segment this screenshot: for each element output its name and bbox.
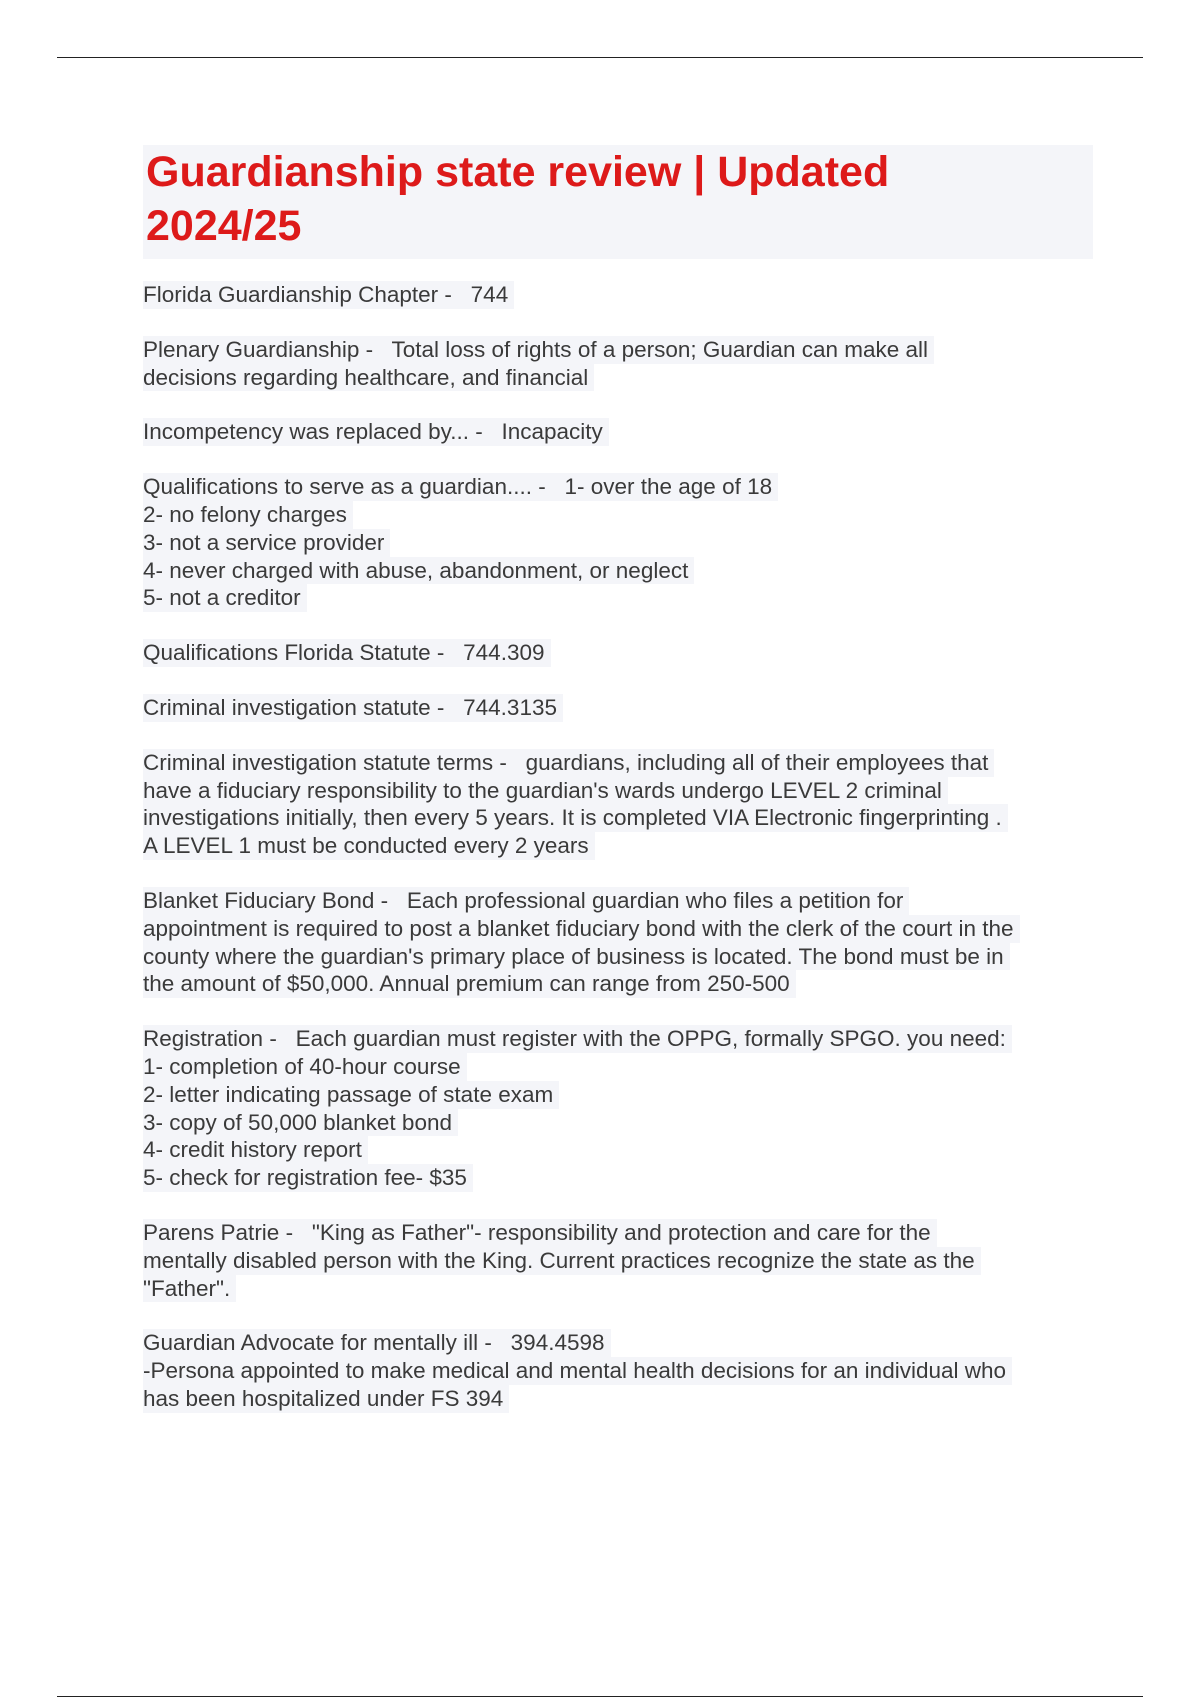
flashcard-entry xyxy=(143,1025,1093,1192)
entry-separator: - xyxy=(493,749,526,775)
entry-term: Criminal investigation statute terms xyxy=(143,749,494,775)
entry-answer-text: appointment is required to post a blanket fiduciary bond with the clerk of the court in the xyxy=(143,915,1014,941)
flashcard-entry xyxy=(143,418,1093,446)
entry-separator: - xyxy=(263,1026,296,1052)
entry-first-line xyxy=(143,473,778,501)
entry-answer-line xyxy=(143,1081,559,1109)
entry-first-line xyxy=(143,887,909,915)
entry-term: Registration xyxy=(143,1026,264,1052)
entry-answer-text: Each guardian must register with the OPPG, formally SPGO. you need: xyxy=(295,1026,1006,1052)
entry-answer-text: "Father". xyxy=(143,1275,231,1301)
entry-first-line xyxy=(143,418,609,446)
title-line-1: Guardianship state review | Updated xyxy=(146,148,890,196)
entry-answer-text: 744.309 xyxy=(463,640,545,666)
entry-term: Florida Guardianship Chapter xyxy=(143,282,439,307)
entry-first-line xyxy=(143,639,551,667)
entry-first-line xyxy=(143,1025,1012,1053)
bottom-rule xyxy=(57,1696,1143,1697)
entry-answer-text: guardians, including all of their employees that xyxy=(525,749,989,775)
entry-answer-text: 1- over the age of 18 xyxy=(564,474,773,500)
entry-first-line xyxy=(143,336,934,364)
entry-answer-text: Incapacity xyxy=(501,419,603,445)
entry-answer-text: Each professional guardian who files a petition for xyxy=(406,887,904,913)
entry-answer-text: the amount of $50,000. Annual premium can range from 250-500 xyxy=(143,971,790,997)
entry-term: Qualifications to serve as a guardian.... xyxy=(143,474,532,500)
entry-answer-line xyxy=(143,1109,458,1137)
entry-term: Incompetency was replaced by... xyxy=(143,419,469,445)
flashcard-entry xyxy=(143,1329,1093,1412)
entry-answer-text: 3- not a service provider xyxy=(143,529,385,555)
flashcard-entry xyxy=(143,473,1093,612)
entry-first-line xyxy=(143,281,514,309)
entry-answer-text: "King as Father"- responsibility and protection and care for the xyxy=(311,1219,931,1245)
entry-term: Guardian Advocate for mentally ill xyxy=(143,1330,479,1356)
entry-answer-text: A LEVEL 1 must be conducted every 2 years xyxy=(143,833,589,859)
entry-answer-line xyxy=(143,557,694,585)
flashcard-entry xyxy=(143,336,1093,392)
title-line-2: 2024/25 xyxy=(146,202,302,250)
entry-answer-line xyxy=(143,364,594,392)
document-body xyxy=(143,145,1093,1440)
entry-answer-line xyxy=(143,1385,509,1413)
entry-answer-text: 3- copy of 50,000 blanket bond xyxy=(143,1109,452,1135)
entry-first-line xyxy=(143,694,563,722)
entry-answer-text: 5- check for registration fee- $35 xyxy=(143,1165,467,1191)
entry-answer-line xyxy=(143,1247,981,1275)
entry-answer-line xyxy=(143,1275,236,1303)
entry-separator: - xyxy=(469,419,502,445)
entry-answer-text: 744.3135 xyxy=(463,694,557,720)
entry-first-line xyxy=(143,1329,611,1357)
entry-answer-text: investigations initially, then every 5 years. It is completed VIA Electronic fingerprinting . xyxy=(143,805,1002,831)
entry-term: Criminal investigation statute xyxy=(143,694,431,720)
entry-answer-line xyxy=(143,584,307,612)
entry-separator: - xyxy=(430,640,464,666)
flashcard-entry xyxy=(143,694,1093,722)
flashcard-list xyxy=(143,281,1093,1413)
entry-answer-line xyxy=(143,777,948,805)
flashcard-entry xyxy=(143,749,1093,860)
entry-answer-line xyxy=(143,501,353,529)
entry-separator: - xyxy=(374,887,407,913)
entry-answer-text: Total loss of rights of a person; Guardian can make all xyxy=(391,336,929,362)
entry-term: Qualifications Florida Statute xyxy=(143,640,431,666)
entry-answer-text: 2- letter indicating passage of state exam xyxy=(143,1081,554,1107)
entry-separator: - xyxy=(531,474,565,500)
top-rule xyxy=(57,57,1143,58)
entry-answer-text: 4- credit history report xyxy=(143,1137,362,1163)
document-title xyxy=(146,145,1093,253)
entry-separator: - xyxy=(438,282,471,307)
entry-answer-text: 744 xyxy=(470,282,509,307)
entry-answer-text: -Persona appointed to make medical and mental health decisions for an individual who xyxy=(143,1358,1007,1384)
entry-separator: - xyxy=(279,1219,312,1245)
entry-separator: - xyxy=(430,694,464,720)
entry-answer-line xyxy=(143,832,595,860)
entry-answer-text: have a fiduciary responsibility to the guardian's wards undergo LEVEL 2 criminal xyxy=(143,777,942,803)
entry-answer-line xyxy=(143,1053,467,1081)
entry-answer-line xyxy=(143,529,390,557)
entry-answer-line xyxy=(143,804,1008,832)
flashcard-entry xyxy=(143,887,1093,998)
entry-answer-line xyxy=(143,1357,1012,1385)
entry-answer-text: county where the guardian's primary place of business is located. The bond must be in xyxy=(143,943,1004,969)
entry-first-line xyxy=(143,749,994,777)
entry-term: Blanket Fiduciary Bond xyxy=(143,887,375,913)
entry-first-line xyxy=(143,1219,937,1247)
flashcard-entry xyxy=(143,639,1093,667)
entry-separator: - xyxy=(478,1330,511,1356)
entry-term: Plenary Guardianship xyxy=(143,336,360,362)
entry-answer-line xyxy=(143,1136,368,1164)
entry-answer-text: 2- no felony charges xyxy=(143,501,347,527)
entry-separator: - xyxy=(359,336,392,362)
entry-answer-text: 4- never charged with abuse, abandonment, or neglect xyxy=(143,557,689,583)
entry-answer-text: decisions regarding healthcare, and financial xyxy=(143,364,589,390)
flashcard-entry xyxy=(143,281,1093,309)
entry-answer-text: 5- not a creditor xyxy=(143,585,301,611)
entry-answer-line xyxy=(143,915,1020,943)
title-block xyxy=(143,145,1093,259)
entry-answer-text: 394.4598 xyxy=(510,1330,605,1356)
entry-answer-line xyxy=(143,943,1010,971)
entry-answer-text: 1- completion of 40-hour course xyxy=(143,1053,461,1079)
entry-answer-text: mentally disabled person with the King. Current practices recognize the state as the xyxy=(143,1247,975,1273)
entry-answer-line xyxy=(143,970,796,998)
entry-answer-text: has been hospitalized under FS 394 xyxy=(143,1385,504,1411)
entry-answer-line xyxy=(143,1164,473,1192)
flashcard-entry xyxy=(143,1219,1093,1302)
entry-term: Parens Patrie xyxy=(143,1219,280,1245)
